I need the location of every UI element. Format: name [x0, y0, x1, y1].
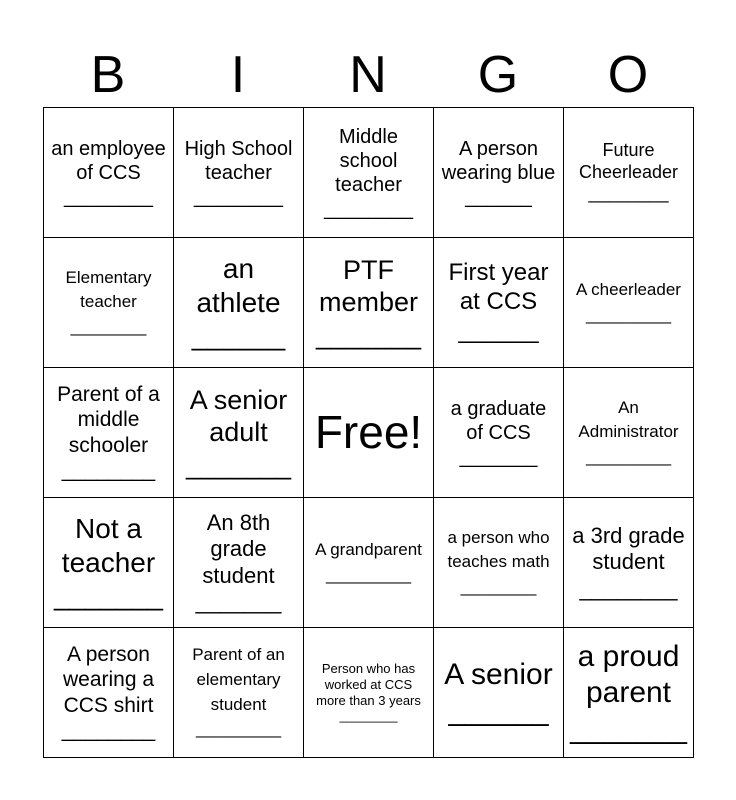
board-row: [44, 368, 694, 498]
bingo-cell[interactable]: Elementary teacher ________: [44, 238, 174, 368]
bingo-header: [43, 44, 693, 106]
bingo-cell[interactable]: A senior adult _______: [174, 368, 304, 498]
bingo-cell[interactable]: an athlete ______: [174, 238, 304, 368]
board-row: [44, 108, 694, 238]
bingo-cell[interactable]: Future Cheerleader ________: [564, 108, 694, 238]
bingo-cell[interactable]: First year at CCS ______: [434, 238, 564, 368]
bingo-cell[interactable]: High School teacher ________: [174, 108, 304, 238]
board-row: [44, 498, 694, 628]
bingo-cell[interactable]: a person who teaches math ________: [434, 498, 564, 628]
bingo-cell[interactable]: A person wearing a CCS shirt ________: [44, 628, 174, 758]
bingo-cell[interactable]: A senior ______: [434, 628, 564, 758]
board-row: [44, 238, 694, 368]
bingo-cell[interactable]: Parent of an elementary student _________: [174, 628, 304, 758]
bingo-cell[interactable]: an employee of CCS ________: [44, 108, 174, 238]
board-row: [44, 628, 694, 758]
bingo-cell[interactable]: Not a teacher _______: [44, 498, 174, 628]
bingo-cell[interactable]: Parent of a middle schooler ________: [44, 368, 174, 498]
header-letter-n: N: [349, 46, 387, 104]
bingo-cell[interactable]: A person wearing blue ______: [434, 108, 564, 238]
bingo-cell[interactable]: a 3rd grade student ________: [564, 498, 694, 628]
bingo-cell[interactable]: PTF member _______: [304, 238, 434, 368]
bingo-cell[interactable]: A grandparent _________: [304, 498, 434, 628]
header-letter-i: I: [230, 46, 246, 104]
header-letter-g: G: [477, 46, 519, 104]
bingo-cell[interactable]: Middle school teacher ________: [304, 108, 434, 238]
bingo-cell[interactable]: An 8th grade student _______: [174, 498, 304, 628]
header-letter-o: O: [607, 46, 649, 104]
bingo-cell[interactable]: a proud parent _______: [564, 628, 694, 758]
bingo-cell[interactable]: a graduate of CCS _______: [434, 368, 564, 498]
free-cell[interactable]: Free!: [304, 368, 434, 498]
bingo-cell[interactable]: An Administrator _________: [564, 368, 694, 498]
bingo-cell[interactable]: Person who has worked at CCS more than 3 years ________: [304, 628, 434, 758]
bingo-board: [43, 107, 694, 758]
header-letter-b: B: [90, 46, 126, 104]
bingo-cell[interactable]: A cheerleader _________: [564, 238, 694, 368]
